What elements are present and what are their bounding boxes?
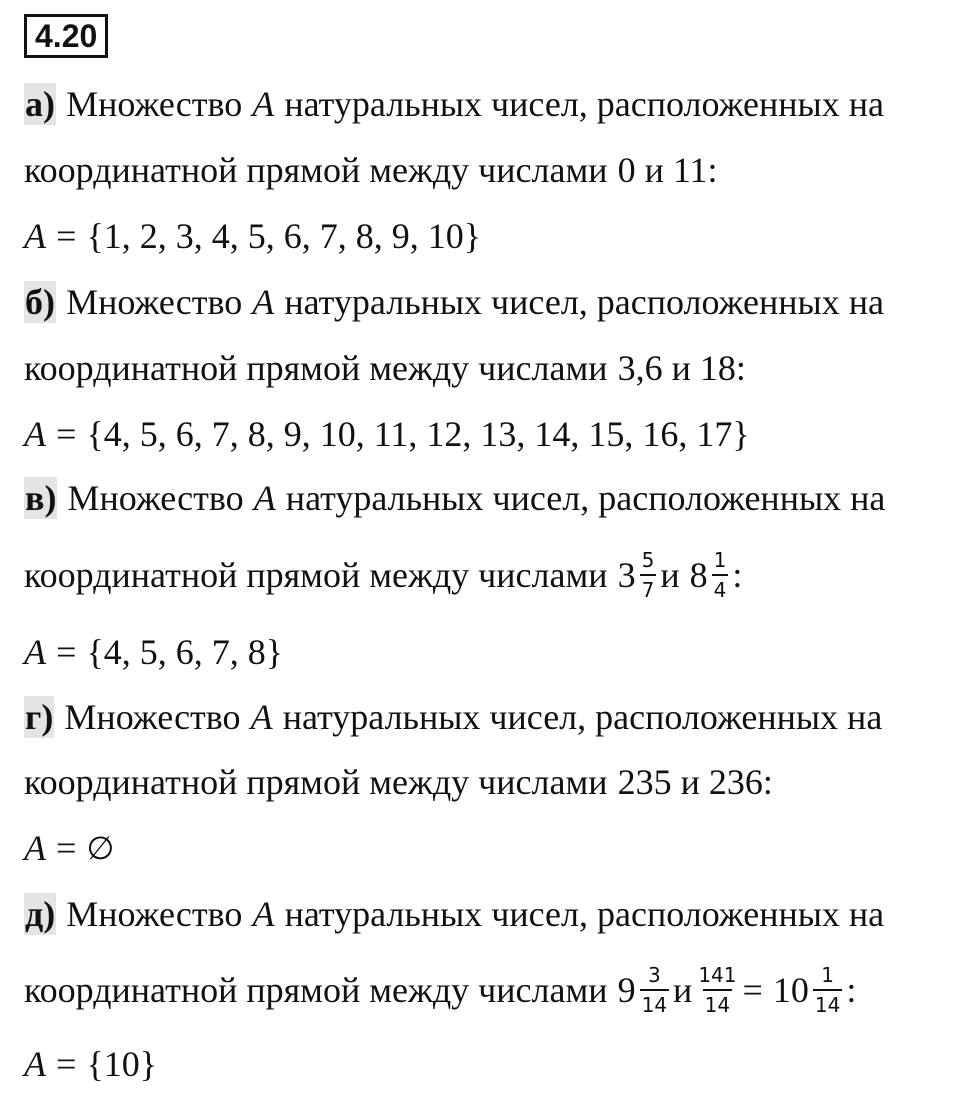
part-v-result-set: {4, 5, 6, 7, 8} xyxy=(86,632,284,672)
fraction-numerator: 5 xyxy=(641,548,655,572)
equals-sign: = xyxy=(742,970,763,1010)
sentence-text: натуральных чисел, расположенных на xyxy=(285,478,886,518)
fraction-numerator: 141 xyxy=(698,963,737,987)
part-v-answer xyxy=(24,631,283,673)
mixed-whole: 10 xyxy=(772,970,809,1010)
part-d-statement-line2 xyxy=(24,964,856,1016)
part-b-statement-line1 xyxy=(24,281,884,323)
fraction-denominator: 14 xyxy=(813,989,842,1016)
part-d-result-set: {10} xyxy=(86,1044,158,1084)
variable-a: A xyxy=(24,1044,46,1084)
mixed-number-3-5-7 xyxy=(618,549,661,601)
word-mnozhestvo: Множество xyxy=(66,282,243,322)
part-a-bounds: 0 и 11: xyxy=(617,150,718,190)
fraction-denominator: 4 xyxy=(712,574,729,601)
line2-prefix: координатной прямой между числами xyxy=(24,555,608,595)
variable-a: A xyxy=(252,894,275,934)
sentence-text: натуральных чисел, расположенных на xyxy=(284,894,885,934)
word-mnozhestvo: Множество xyxy=(66,894,243,934)
mixed-number-9-3-14 xyxy=(618,964,673,1016)
variable-a: A xyxy=(24,632,46,672)
empty-set-symbol: ∅ xyxy=(86,829,115,867)
mixed-whole: 8 xyxy=(689,555,708,595)
part-g-bounds: 235 и 236: xyxy=(617,762,773,802)
sentence-text: натуральных чисел, расположенных на xyxy=(284,84,884,124)
variable-a: A xyxy=(24,414,46,454)
variable-a: A xyxy=(252,282,275,322)
line2-prefix: координатной прямой между числами xyxy=(24,348,608,388)
variable-a: A xyxy=(250,697,273,737)
part-a-result-set: {1, 2, 3, 4, 5, 6, 7, 8, 9, 10} xyxy=(86,216,482,256)
equals-sign: = xyxy=(56,828,77,868)
variable-a: A xyxy=(24,828,46,868)
mixed-number-10-1-14 xyxy=(773,964,846,1016)
line2-prefix: координатной прямой между числами xyxy=(24,762,608,802)
part-a-answer xyxy=(24,215,481,257)
word-mnozhestvo: Множество xyxy=(66,84,243,124)
problem-number: 4.20 xyxy=(24,14,108,58)
part-g-label: г) xyxy=(25,697,54,737)
mixed-number-8-1-4 xyxy=(690,549,733,601)
fraction-denominator: 7 xyxy=(640,574,657,601)
part-b-result-set: {4, 5, 6, 7, 8, 9, 10, 11, 12, 13, 14, 15, 16, 17} xyxy=(86,414,750,454)
variable-a: A xyxy=(24,216,46,256)
and-word: и xyxy=(673,970,693,1010)
fraction-denominator: 14 xyxy=(640,989,669,1016)
part-b-bounds: 3,6 и 18: xyxy=(617,348,746,388)
part-g-statement-line2 xyxy=(24,761,773,803)
line2-prefix: координатной прямой между числами xyxy=(24,150,608,190)
part-d-answer xyxy=(24,1043,157,1085)
and-word: и xyxy=(660,555,680,595)
mixed-whole: 3 xyxy=(617,555,636,595)
fraction-numerator: 1 xyxy=(713,548,727,572)
sentence-text: натуральных чисел, расположенных на xyxy=(284,282,884,322)
line2-prefix: координатной прямой между числами xyxy=(24,970,608,1010)
part-a-statement-line2 xyxy=(24,149,718,191)
part-d-statement-line1 xyxy=(24,893,884,935)
part-v-statement-line1 xyxy=(24,477,885,519)
word-mnozhestvo: Множество xyxy=(64,697,241,737)
part-v-label: в) xyxy=(25,478,57,518)
fraction xyxy=(640,549,657,601)
part-d-label: д) xyxy=(25,894,56,934)
fraction-denominator: 14 xyxy=(703,989,732,1016)
equals-sign: = xyxy=(56,1044,77,1084)
part-b-statement-line2 xyxy=(24,347,746,389)
part-g-answer xyxy=(24,827,114,869)
fraction xyxy=(640,964,669,1016)
fraction-numerator: 1 xyxy=(821,963,834,987)
equals-sign: = xyxy=(56,216,77,256)
part-v-statement-line2 xyxy=(24,549,742,601)
sentence-text: натуральных чисел, расположенных на xyxy=(282,697,883,737)
colon: : xyxy=(732,555,743,595)
fraction xyxy=(813,964,842,1016)
colon: : xyxy=(846,970,857,1010)
fraction-141-14 xyxy=(696,964,738,1016)
part-g-statement-line1 xyxy=(24,696,882,738)
part-a-statement-line1 xyxy=(24,83,884,125)
part-b-label: б) xyxy=(25,282,55,322)
part-a-label: а) xyxy=(25,84,55,124)
mixed-whole: 9 xyxy=(617,970,636,1010)
fraction xyxy=(712,549,729,601)
part-b-answer xyxy=(24,413,750,455)
word-mnozhestvo: Множество xyxy=(67,478,244,518)
equals-sign: = xyxy=(56,414,77,454)
fraction-numerator: 3 xyxy=(647,963,661,987)
variable-a: A xyxy=(252,84,275,124)
variable-a: A xyxy=(253,478,276,518)
equals-sign: = xyxy=(56,632,77,672)
